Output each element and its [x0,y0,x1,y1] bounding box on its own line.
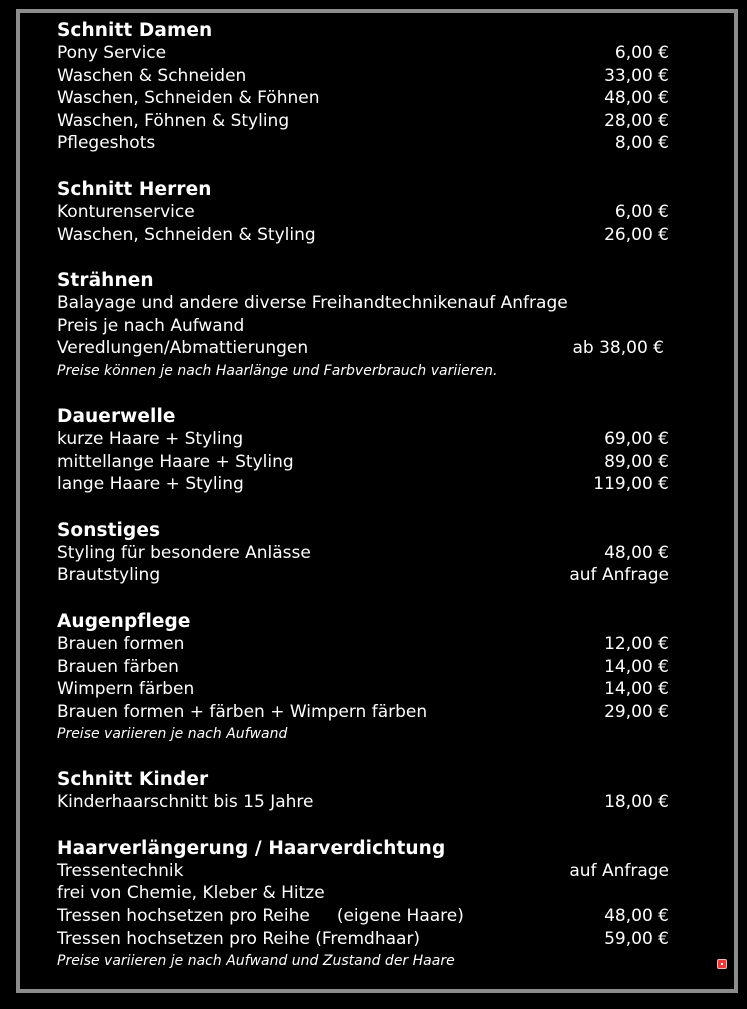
price-row [57,473,669,496]
price-row [57,564,669,587]
service-price: 48,00 € [604,906,669,927]
service-price: auf Anfrage [569,860,669,881]
service-label: Styling für besondere Anlässe [57,542,311,563]
price-row [57,315,669,338]
price-row [57,633,669,656]
price-row [57,791,669,814]
service-price: 6,00 € [614,201,669,222]
section-heading: Schnitt Damen [57,20,213,41]
service-price: 119,00 € [593,474,669,495]
service-label: Pflegeshots [57,133,156,154]
service-price: 29,00 € [604,701,669,722]
service-label: kurze Haare + Styling [57,428,244,449]
price-row [57,132,669,155]
price-row [57,860,669,883]
price-list-frame [16,9,738,993]
section-heading: Schnitt Herren [57,178,212,200]
service-price: 8,00 € [614,133,669,154]
price-row [57,337,669,360]
service-price: 48,00 € [604,542,669,563]
service-price: 26,00 € [604,224,669,245]
section-heading: Schnitt Kinder [57,769,209,791]
price-section [57,610,669,745]
section-heading: Haarverlängerung / Haarverdichtung [57,837,446,859]
service-price: 48,00 € [604,88,669,109]
price-row [57,656,669,679]
section-heading: Sonstiges [57,519,161,541]
service-price: 33,00 € [604,65,669,86]
price-row [57,87,669,110]
service-label: Brauen färben [57,656,179,677]
service-price: 12,00 € [604,633,669,654]
service-label: Brauen formen + färben + Wimpern färben [57,701,428,722]
price-section [57,19,669,155]
service-price: 59,00 € [604,928,669,949]
price-section [57,269,669,382]
section-heading: Augenpflege [57,610,191,632]
price-row [57,928,669,951]
service-label: Pony Service [57,43,167,63]
service-label: Kinderhaarschnitt bis 15 Jahre [57,792,314,813]
section-heading: Dauerwelle [57,405,176,427]
service-label: mittellange Haare + Styling [57,451,294,472]
price-row [57,110,669,133]
section-heading: Strähnen [57,270,154,292]
service-price: 14,00 € [604,656,669,677]
service-label: lange Haare + Styling [57,474,244,495]
service-price: 69,00 € [604,428,669,449]
price-section [57,519,669,587]
service-label: Waschen & Schneiden [57,65,247,86]
price-row [57,882,669,905]
price-row [57,678,669,701]
image-placeholder-icon [717,959,727,969]
price-section [57,768,669,814]
service-price: 89,00 € [604,451,669,472]
price-row [57,905,669,928]
service-price: auf Anfrage [569,565,669,586]
service-price: 14,00 € [604,679,669,700]
price-row [57,292,669,315]
price-section [57,837,669,972]
service-label: Veredlungen/Abmattierungen [57,338,309,359]
service-label: Brautstyling [57,565,161,586]
section-note: Preise variieren je nach Aufwand [57,726,288,743]
price-section [57,405,669,496]
service-price: ab 38,00 € [572,338,664,359]
price-row [57,428,669,451]
service-price: 18,00 € [604,792,669,813]
section-note: Preise variieren je nach Aufwand und Zustand der Haare [57,953,455,970]
service-label: Preis je nach Aufwand [57,315,245,336]
price-row [57,701,669,724]
service-label: Tressen hochsetzen pro Reihe (Fremdhaar) [57,928,421,949]
price-row [57,65,669,88]
price-row [57,542,669,565]
price-section [57,178,669,246]
service-label: Waschen, Schneiden & Styling [57,224,316,245]
service-label: Tressen hochsetzen pro Reihe (eigene Haare) [57,906,464,927]
service-label: frei von Chemie, Kleber & Hitze [57,883,325,904]
price-row [57,201,669,224]
service-label: Waschen, Schneiden & Föhnen [57,88,320,109]
service-label: Konturenservice [57,201,195,222]
service-label: Waschen, Föhnen & Styling [57,110,290,131]
section-note: Preise können je nach Haarlänge und Farbverbrauch variieren. [57,362,498,379]
service-label: Tressentechnik [57,860,184,881]
service-label: Wimpern färben [57,679,195,700]
service-label: Brauen formen [57,633,185,654]
price-row [57,224,669,247]
price-row [57,451,669,474]
price-list [57,19,669,995]
service-price: 28,00 € [604,110,669,131]
price-row [57,42,669,65]
service-label: Balayage und andere diverse Freihandtechnikenauf Anfrage [57,293,568,314]
service-price: 6,00 € [614,43,669,63]
